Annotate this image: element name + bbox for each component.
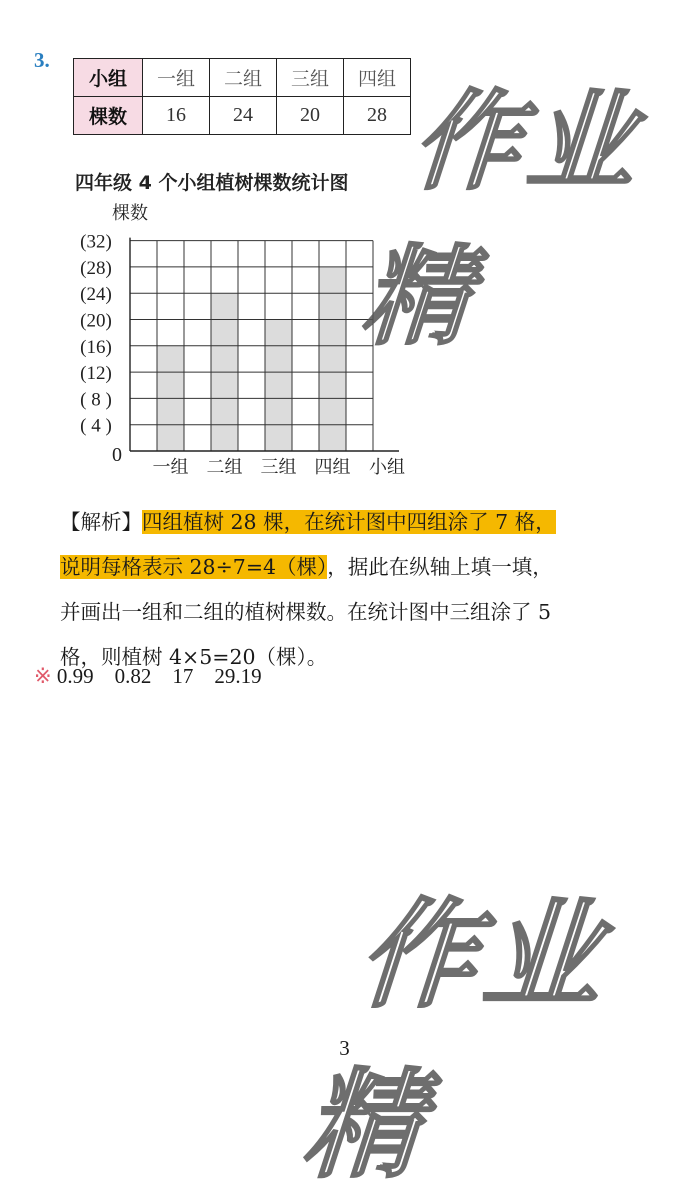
answer-value: 0.99 (56, 664, 94, 688)
bar-4 (319, 267, 346, 451)
analysis-line: 格，则植树 4×5=20（棵）。 (60, 645, 328, 669)
analysis-line (30, 500, 670, 545)
table-row (74, 59, 411, 97)
y-axis-label: 棵数 (112, 203, 148, 224)
watermark: 作业精 (291, 886, 640, 1194)
row-header-count: 棵数 (74, 97, 143, 135)
y-tick-label: (12) (80, 363, 112, 385)
y-tick-label: (32) (80, 231, 112, 253)
highlight-text: 四组植树 28 棵，在统计图中四组涂了 7 格， (142, 510, 556, 534)
x-tick-label: 一组 (152, 457, 189, 478)
table-cell: 一组 (143, 59, 210, 97)
question-number: 3. (34, 48, 50, 72)
analysis-text: ，据此在纵轴上填一填， (327, 555, 553, 579)
origin-label: 0 (112, 444, 122, 466)
bar-3 (265, 320, 292, 452)
answers-line (34, 664, 262, 689)
y-tick-label: (28) (80, 257, 112, 279)
table-cell: 20 (277, 97, 344, 135)
highlight-text: 说明每格表示 28÷7=4（棵） (60, 555, 328, 579)
answer-value: 0.82 (114, 664, 152, 688)
y-tick-label: ( 4 ) (80, 415, 112, 437)
answer-value: 29.19 (214, 664, 262, 688)
page-number: 3 (339, 1036, 350, 1060)
analysis-line: 并画出一组和二组的植树棵数。在统计图中三组涂了 5 (60, 600, 552, 624)
row-header-group: 小组 (74, 59, 143, 97)
bar-chart (60, 198, 420, 483)
y-tick-label: (20) (80, 310, 112, 332)
analysis-line (30, 545, 670, 590)
analysis-paragraph (30, 500, 670, 680)
table-cell: 四组 (344, 59, 411, 97)
table-cell: 二组 (210, 59, 277, 97)
table-row (74, 97, 411, 135)
x-tick-label: 二组 (206, 457, 243, 478)
watermark: 作业精 (351, 80, 671, 360)
table-cell: 28 (344, 97, 411, 135)
analysis-prefix: 【解析】 (60, 510, 142, 534)
table-cell: 24 (210, 97, 277, 135)
x-tick-label: 四组 (314, 457, 351, 478)
table-cell: 三组 (277, 59, 344, 97)
answer-value: 17 (172, 664, 194, 688)
reference-mark-icon: ※ (34, 664, 52, 688)
y-tick-label: (24) (80, 284, 112, 306)
y-tick-label: (16) (80, 336, 112, 358)
x-tick-label: 三组 (260, 457, 297, 478)
y-tick-label: ( 8 ) (80, 389, 112, 411)
table-cell: 16 (143, 97, 210, 135)
data-table (73, 58, 411, 135)
x-axis-label: 小组 (369, 457, 405, 478)
chart-title: 四年级 4 个小组植树棵数统计图 (75, 172, 349, 194)
